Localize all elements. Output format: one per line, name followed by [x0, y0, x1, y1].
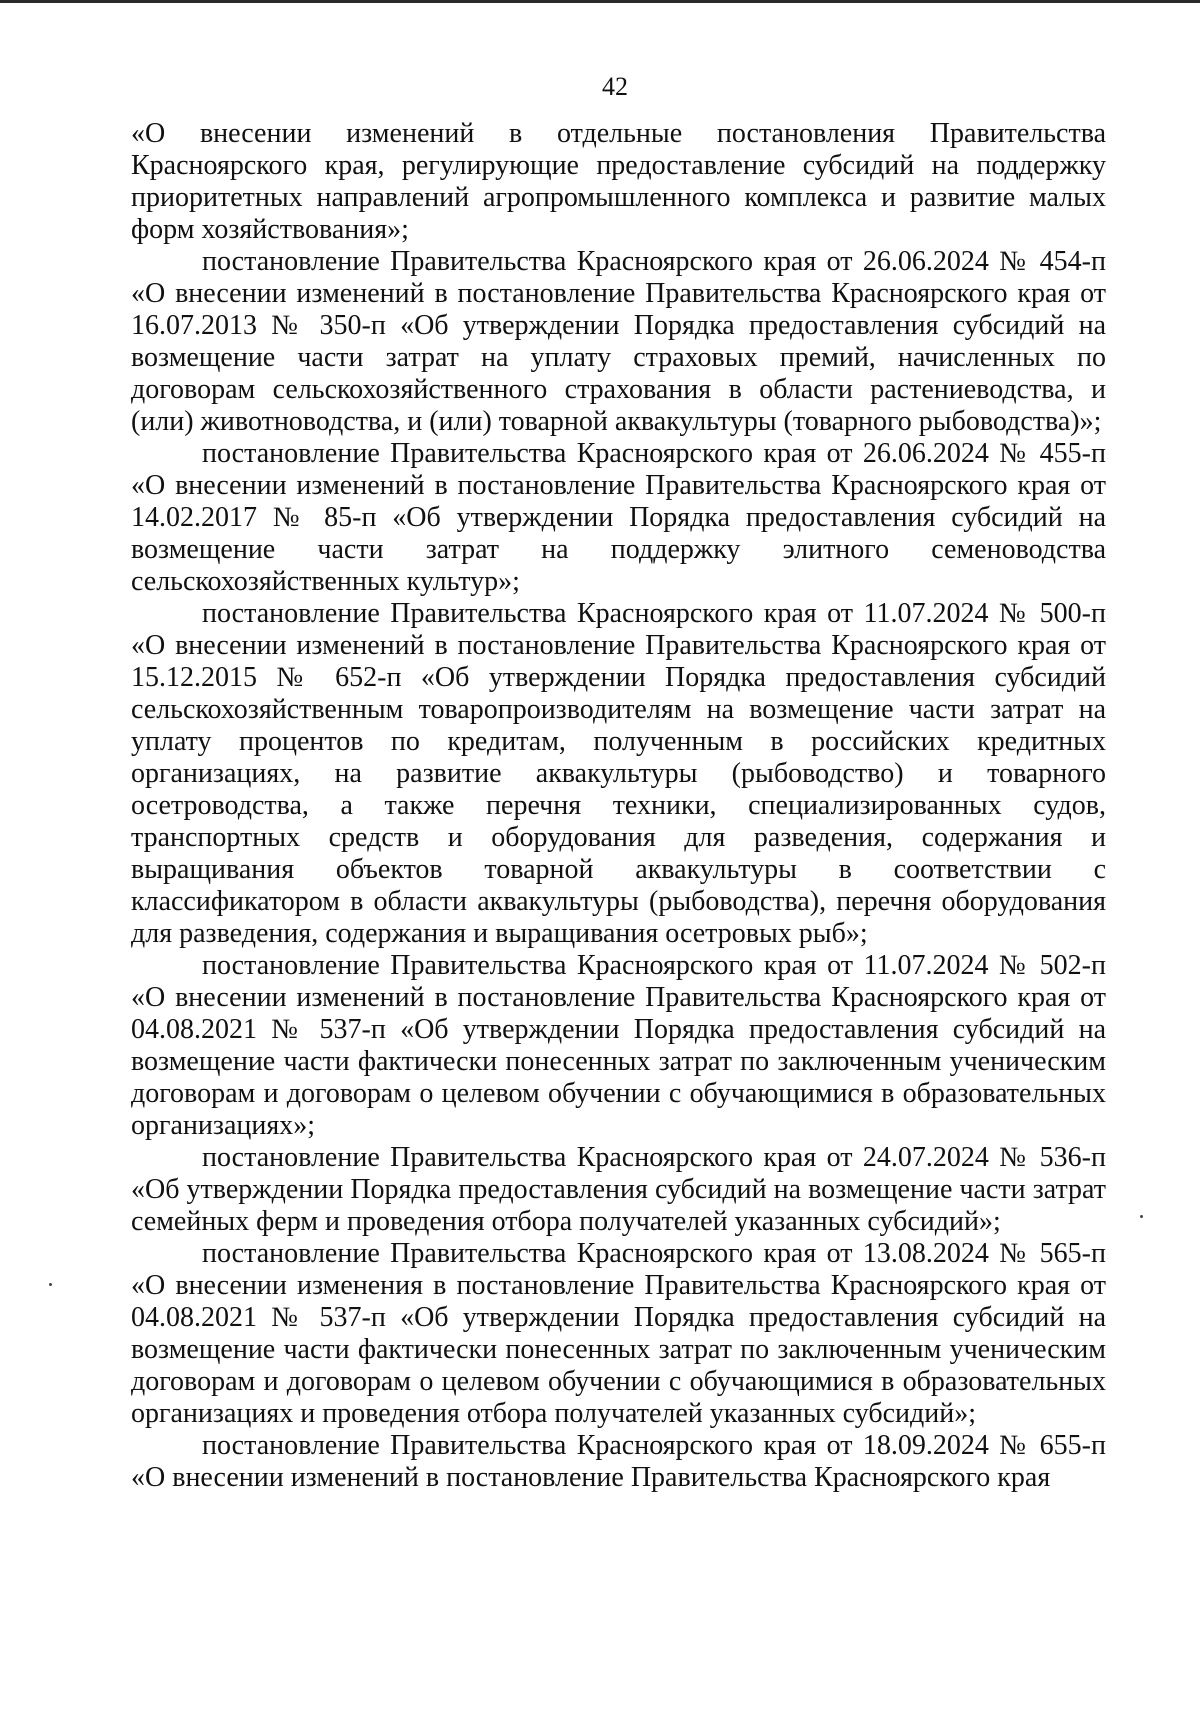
paragraph-continuation: «О внесении изменений в отдельные постановления Правительства Красноярского края, регулирующие предоставление субсидий на поддержку приоритетных направлений агропромышленного комплекса и развитие малых форм хозяйствования»; — [131, 118, 1106, 245]
paragraph-resolution-502: постановление Правительства Красноярского края от 11.07.2024 № 502-п «О внесении изменений в постановление Правительства Красноярского края от 04.08.2021 № 537-п «Об утверждении Порядка предоставления субсидий на возмещение части фактически понесенных затрат по заключенным ученическим договорам и договорам о целевом обучении с обучающимися в образовательных организациях»; — [131, 950, 1106, 1141]
page-number: 42 — [602, 72, 628, 101]
scan-speck — [49, 1283, 52, 1286]
paragraph-resolution-455: постановление Правительства Красноярского края от 26.06.2024 № 455-п «О внесении изменений в постановление Правительства Красноярского края от 14.02.2017 № 85-п «Об утверждении Порядка предоставления субсидий на возмещение части затрат на поддержку элитного семеноводства сельскохозяйственных культур»; — [131, 438, 1106, 597]
paragraph-resolution-454: постановление Правительства Красноярского края от 26.06.2024 № 454-п «О внесении изменений в постановление Правительства Красноярского края от 16.07.2013 № 350-п «Об утверждении Порядка предоставления субсидий на возмещение части затрат на уплату страховых премий, начисленных по договорам сельскохозяйственного страхования в области растениеводства, и (или) животноводства, и (или) товарной аквакультуры (товарного рыбоводства)»; — [131, 246, 1106, 437]
paragraph-resolution-500: постановление Правительства Красноярского края от 11.07.2024 № 500-п «О внесении изменений в постановление Правительства Красноярского края от 15.12.2015 № 652-п «Об утверждении Порядка предоставления субсидий сельскохозяйственным товаропроизводителям на возмещение части затрат на уплату процентов по кредитам, полученным в российских кредитных организациях, на развитие аквакультуры (рыбоводство) и товарного осетроводства, а также перечня техники, специализированных судов, транспортных средств и оборудования для разведения, содержания и выращивания объектов товарной аквакультуры в соответствии с классификатором в области аквакультуры (рыбоводства), перечня оборудования для разведения, содержания и выращивания осетровых рыб»; — [131, 598, 1106, 949]
paragraph-resolution-536: постановление Правительства Красноярского края от 24.07.2024 № 536-п «Об утверждении Порядка предоставления субсидий на возмещение части затрат семейных ферм и проведения отбора получателей указанных субсидий»; — [131, 1142, 1106, 1237]
paragraph-resolution-655: постановление Правительства Красноярского края от 18.09.2024 № 655-п «О внесении изменений в постановление Правительства Красноярского края — [131, 1430, 1106, 1493]
scan-top-edge — [0, 0, 1200, 3]
scan-speck — [1140, 1215, 1143, 1218]
document-body — [131, 118, 1106, 1494]
paragraph-resolution-565: постановление Правительства Красноярского края от 13.08.2024 № 565-п «О внесении изменения в постановление Правительства Красноярского края от 04.08.2021 № 537-п «Об утверждении Порядка предоставления субсидий на возмещение части фактически понесенных затрат по заключенным ученическим договорам и договорам о целевом обучении с обучающимися в образовательных организациях и проведения отбора получателей указанных субсидий»; — [131, 1238, 1106, 1429]
